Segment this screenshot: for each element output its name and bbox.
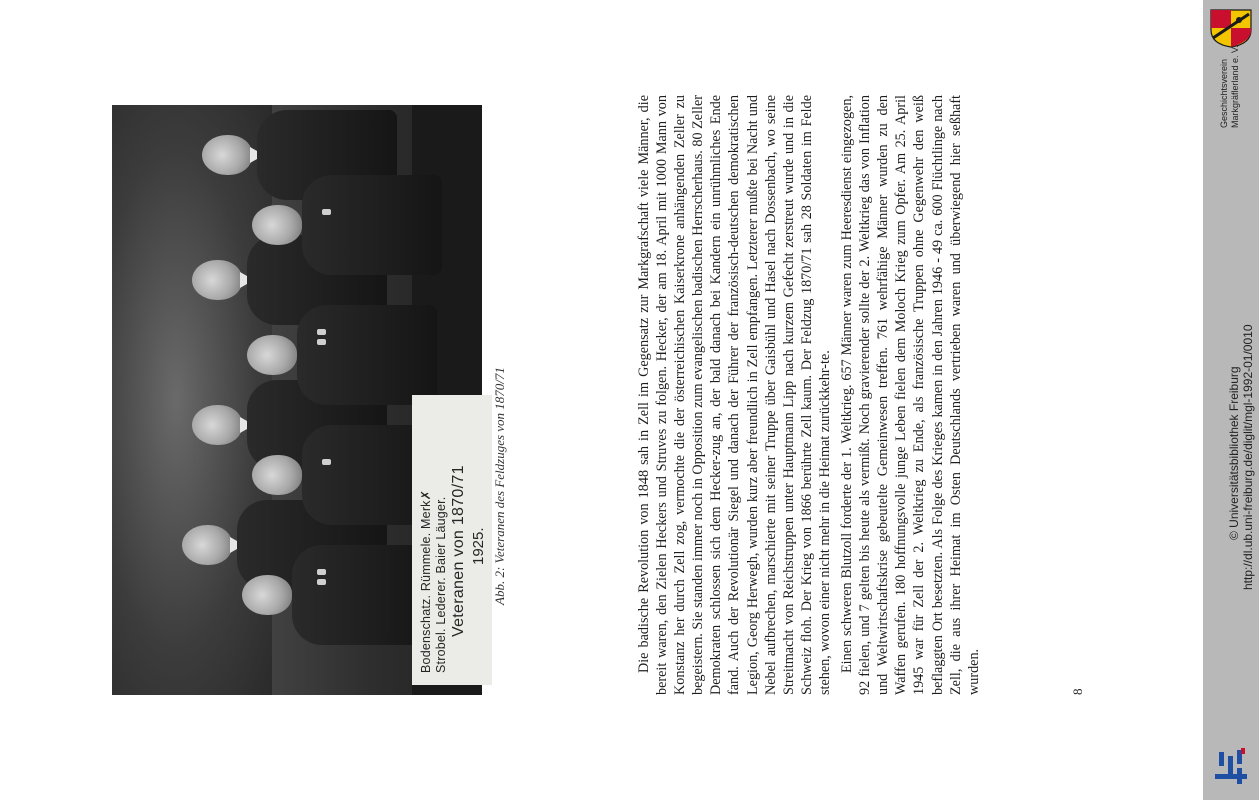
- paragraph: Die badische Revolution von 1848 sah in Zell im Gegensatz zur Markgrafschaft viele Männer, die bereit waren, den Zielen Heckers und Struves zu folgen. Hecker, der am 18. April mit 1000 Mann von Konstanz her durch Zell zog, vermochte die der österreichischen Kaiserkrone anhängenden Zeller zu begeistern. Sie standen immer noch in Opposition zum evangelischen badischen Herrscherhaus. 80 Zeller Demokraten schlossen sich dem Hecker-zug an, der bald danach bei Kandern ein unrühmliches Ende fand. Auch der Revolutionär Siegel und danach der Führer der französisch-deutschen demokratischen Legion, Georg Herwegh, wurden kurz aber freundlich in Zell empfangen. Letzterer mußte bei Nacht und Nebel aufbrechen, marschierte mit seiner Truppe über Gaisbühl und Hasel nach Dossenbach, wo seine Streitmacht von Reichstruppen unter Hauptmann Lipp nach kurzem Gefecht zerstreut wurde und in die Schweiz floh. Der Krieg von 1866 berührte Zell kaum. Der Feldzug 1870/71 sah 28 Soldaten im Felde stehen, wovon einer nicht mehr in die Heimat zurückkehr-te.: [636, 95, 833, 695]
- body-text: [635, 95, 983, 695]
- figure-caption: Abb. 2: Veteranen des Feldzuges von 1870/71: [492, 367, 507, 605]
- ub-freiburg-logo-icon: [1211, 746, 1251, 788]
- page-number: 8: [1070, 688, 1085, 695]
- veterans-photograph: [112, 105, 487, 695]
- society-name-line2: Markgräflerland e. V.: [1230, 45, 1240, 128]
- card-heading: Veteranen von 1870/71: [450, 465, 467, 637]
- card-year: 1925.: [470, 527, 487, 565]
- society-crest-icon: [1209, 8, 1253, 48]
- permalink-url[interactable]: http://dl.ub.uni-freiburg.de/diglit/mgl-1992-01/0010: [1241, 324, 1255, 590]
- photo-caption-card: [412, 395, 492, 685]
- paragraph: Einen schweren Blutzoll forderte der 1. Weltkrieg. 657 Männer waren zum Heeresdienst eingezogen, 92 fielen, und 7 gelten bis heute als vermißt. Noch gravierender sollte der 2. Weltkrieg das von Inflation und Weltwirtschaftskrise gebeutelte Gemeinwesen treffen. 761 wehrfähige Männer wurden zu den Waffen gerufen. 180 hoffnungsvolle junge Leben fielen dem Moloch Krieg zum Opfer. Am 25. April 1945 war für Zell der 2. Weltkrieg zu Ende, als französische Truppen ohne Gegenwehr den weiß beflaggten Ort besetzten. Als Folge des Krieges kamen in den Jahren 1946 - 49 ca. 600 Flüchtlinge nach Zell, die aus ihrer Heimat im Osten Deutschlands vertrieben waren und überwiegend hier seßhaft wurden.: [839, 95, 982, 695]
- viewer-sidebar-strip: [1203, 0, 1259, 800]
- card-names-bottom: Strobel. Lederer. Baier Läuger.: [434, 496, 448, 673]
- copyright-notice: © Universitätsbibliothek Freiburg: [1227, 366, 1241, 540]
- society-name-line1: Geschichtsverein: [1219, 58, 1229, 128]
- card-names-top: Bodenschatz. Rümmele. Merk✗: [419, 489, 433, 673]
